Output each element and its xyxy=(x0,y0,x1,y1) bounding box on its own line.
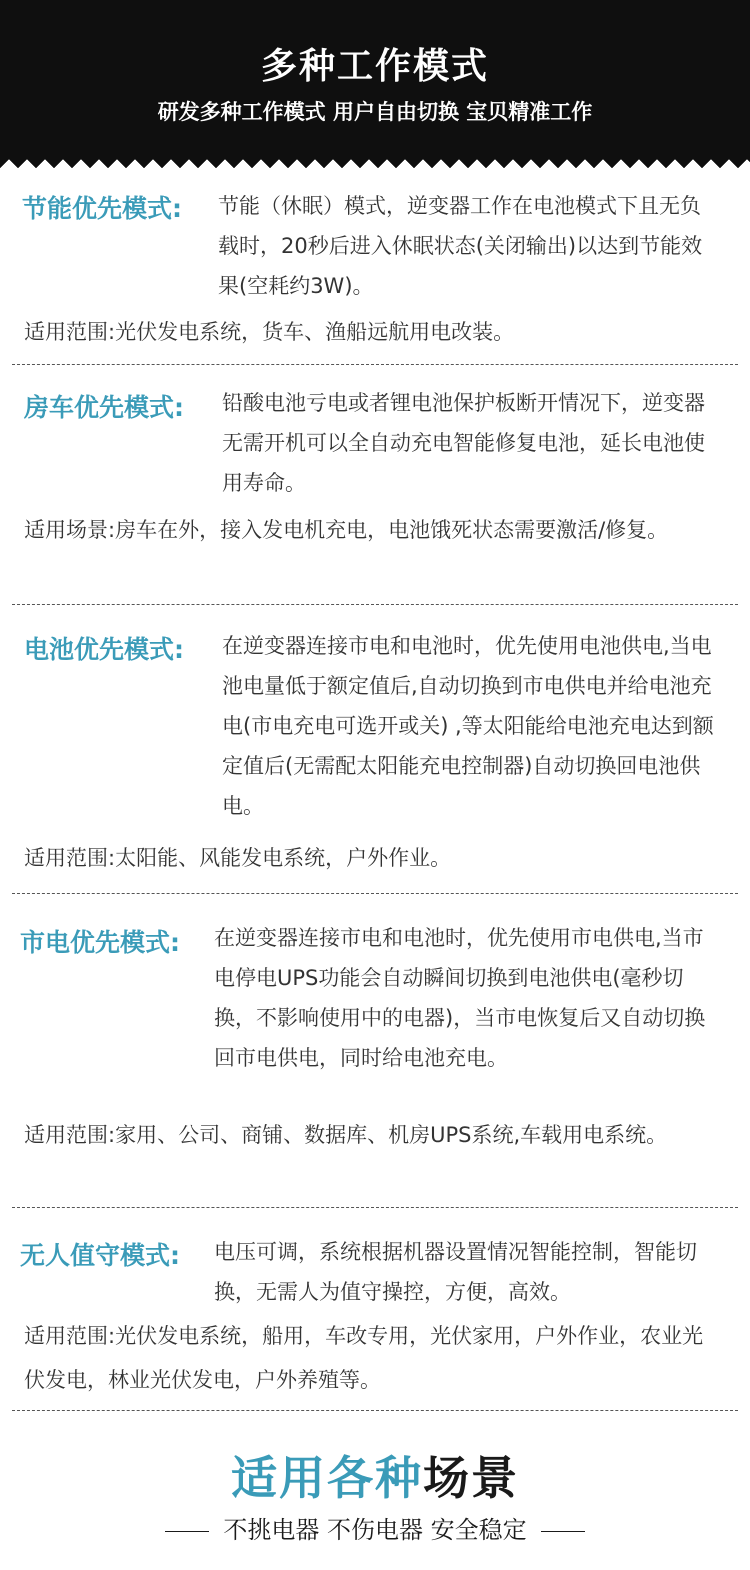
scenes-title xyxy=(0,1442,750,1508)
scenes-subtitle: 不挑电器 不伤电器 安全稳定 xyxy=(223,1516,527,1544)
right-rule xyxy=(541,1531,585,1532)
page-subtitle: 研发多种工作模式 用户自由切换 宝贝精准工作 xyxy=(157,100,593,124)
mode-title: 电池优先模式: xyxy=(24,635,184,664)
mode-description: 电压可调，系统根据机器设置情况智能控制，智能切换，无需人为值守操控，方便，高效。 xyxy=(214,1240,697,1304)
mode-description: 节能（休眠）模式，逆变器工作在电池模式下且无负载时，20秒后进入休眠状态(关闭输出)以达到节能效果(空耗约3W)。 xyxy=(218,194,703,298)
scenes-subtitle-row xyxy=(0,1510,750,1545)
mode-title: 市电优先模式: xyxy=(20,928,180,957)
section-divider xyxy=(12,364,738,365)
section-divider xyxy=(12,1410,738,1411)
banner-zigzag-edge xyxy=(0,150,750,168)
mode-title: 节能优先模式: xyxy=(22,194,182,223)
mode-title: 无人值守模式: xyxy=(20,1241,180,1270)
mode-scope: 适用范围:太阳能、风能发电系统，户外作业。 xyxy=(24,846,452,870)
scenes-title-accent: 适用各种 xyxy=(231,1451,423,1505)
mode-description: 在逆变器连接市电和电池时，优先使用电池供电,当电池电量低于额定值后,自动切换到市电供电并给电池充电(市电充电可选开或关) ,等太阳能给电池充电达到额定值后(无需配太阳能充电控制器)自动切换回电池供电。 xyxy=(222,634,714,818)
section-divider xyxy=(12,604,738,605)
mode-scope: 适用场景:房车在外，接入发电机充电，电池饿死状态需要激活/修复。 xyxy=(24,518,669,542)
page-title: 多种工作模式 xyxy=(260,46,489,87)
section-divider xyxy=(12,893,738,894)
mode-scope: 适用范围:光伏发电系统，货车、渔船远航用电改装。 xyxy=(24,320,515,344)
mode-title: 房车优先模式: xyxy=(24,393,184,422)
mode-description: 铅酸电池亏电或者锂电池保护板断开情况下，逆变器无需开机可以全自动充电智能修复电池，延长电池使用寿命。 xyxy=(222,391,705,495)
scenes-title-dark: 场景 xyxy=(423,1451,519,1505)
mode-description: 在逆变器连接市电和电池时，优先使用市电供电,当市电停电UPS功能会自动瞬间切换到电池供电(毫秒切换，不影响使用中的电器)，当市电恢复后又自动切换回市电供电，同时给电池充电。 xyxy=(214,926,706,1070)
mode-scope: 适用范围:光伏发电系统，船用，车改专用，光伏家用，户外作业，农业光伏发电，林业光伏发电，户外养殖等。 xyxy=(24,1324,704,1392)
section-divider xyxy=(12,1207,738,1208)
left-rule xyxy=(165,1531,209,1532)
header-banner xyxy=(0,0,750,150)
mode-scope: 适用范围:家用、公司、商铺、数据库、机房UPS系统,车载用电系统。 xyxy=(24,1123,668,1147)
